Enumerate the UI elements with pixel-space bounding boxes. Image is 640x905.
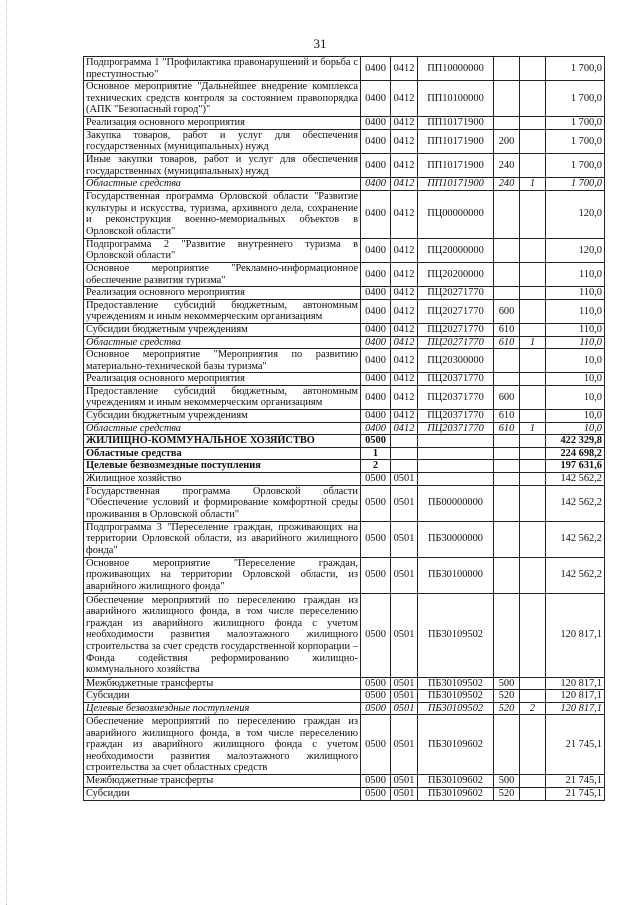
row-name-cell: Субсидии бюджетным учреждениям <box>84 323 361 336</box>
expense-type-cell: 240 <box>494 153 520 177</box>
row-name-cell: Обеспечение мероприятий по переселению граждан из аварийного жилищного фонда, в том числе переселению граждан из аварийного жилищного фонда с учетом необходимости развития малоэтажного жилищного строительства за счет областных средств <box>84 715 361 775</box>
target-article-cell: ПБ00000000 <box>418 485 494 521</box>
funding-source-cell <box>520 521 546 557</box>
target-article-cell: ПЦ20271770 <box>418 336 494 349</box>
target-article-cell: ПБ30000000 <box>418 521 494 557</box>
row-name-cell: Подпрограмма 1 "Профилактика правонарушений и борьба с преступностью" <box>84 57 361 81</box>
funding-source-cell <box>520 788 546 801</box>
section-code-cell: 0400 <box>361 57 391 81</box>
target-article-cell: ПБ30109602 <box>418 715 494 775</box>
row-name-cell: ЖИЛИЩНО-КОММУНАЛЬНОЕ ХОЗЯЙСТВО <box>84 435 361 448</box>
table-row <box>84 373 605 386</box>
section-code-cell: 0500 <box>361 788 391 801</box>
funding-source-cell <box>520 238 546 262</box>
expense-type-cell <box>494 447 520 460</box>
row-name-cell: Закупка товаров, работ и услуг для обеспечения государственных (муниципальных) нужд <box>84 129 361 153</box>
row-name-cell: Подпрограмма 3 "Переселение граждан, проживающих на территории Орловской области, из аварийного жилищного фонда" <box>84 521 361 557</box>
section-code-cell: 0400 <box>361 262 391 286</box>
target-article-cell: ПЦ20271770 <box>418 299 494 323</box>
subsection-code-cell: 0412 <box>391 238 418 262</box>
subsection-code-cell: 0501 <box>391 593 418 677</box>
section-code-cell: 0400 <box>361 238 391 262</box>
target-article-cell: ПЦ20371770 <box>418 422 494 435</box>
row-name-cell: Государственная программа Орловской области "Развитие культуры и искусства, туризма, архивного дела, сохранение и реконструкция военно-мемориальных объектов в Орловской области" <box>84 190 361 238</box>
row-name-cell: Государственная программа Орловской области "Обеспечение условий и формирование комфортной среды проживания в Орловской области" <box>84 485 361 521</box>
amount-cell: 10,0 <box>546 385 605 409</box>
section-code-cell: 0500 <box>361 677 391 690</box>
row-name-cell: Основное мероприятие "Мероприятия по развитию материально-технической базы туризма" <box>84 349 361 373</box>
table-row <box>84 178 605 191</box>
section-code-cell: 0400 <box>361 373 391 386</box>
row-name-cell: Межбюджетные трансферты <box>84 775 361 788</box>
subsection-code-cell: 0501 <box>391 473 418 486</box>
section-code-cell: 0400 <box>361 153 391 177</box>
row-name-cell: Основное мероприятие "Рекламно-информационное обеспечение развития туризма" <box>84 262 361 286</box>
target-article-cell: ПП10000000 <box>418 57 494 81</box>
amount-cell: 10,0 <box>546 349 605 373</box>
expense-type-cell <box>494 485 520 521</box>
target-article-cell <box>418 435 494 448</box>
table-row <box>84 129 605 153</box>
funding-source-cell: 1 <box>520 422 546 435</box>
expense-type-cell: 520 <box>494 690 520 703</box>
section-code-cell: 0500 <box>361 593 391 677</box>
funding-source-cell: 1 <box>520 178 546 191</box>
subsection-code-cell: 0412 <box>391 129 418 153</box>
expense-type-cell: 610 <box>494 323 520 336</box>
table-row <box>84 117 605 130</box>
expense-type-cell <box>494 238 520 262</box>
funding-source-cell <box>520 473 546 486</box>
amount-cell: 21 745,1 <box>546 715 605 775</box>
table-row <box>84 473 605 486</box>
row-name-cell: Целевые безвозмездные поступления <box>84 460 361 473</box>
funding-source-cell <box>520 557 546 593</box>
section-code-cell: 0400 <box>361 129 391 153</box>
target-article-cell: ПЦ20371770 <box>418 373 494 386</box>
expense-type-cell: 200 <box>494 129 520 153</box>
row-name-cell: Обеспечение мероприятий по переселению граждан из аварийного жилищного фонда, в том числе переселению граждан из аварийного жилищного фонда с учетом необходимости развития малоэтажного жилищного строительства за счет средств государственной корпорации – Фонда содействия реформированию жилищно-коммунального хозяйства <box>84 593 361 677</box>
subsection-code-cell: 0501 <box>391 677 418 690</box>
row-name-cell: Субсидии <box>84 690 361 703</box>
funding-source-cell <box>520 153 546 177</box>
subsection-code-cell: 0412 <box>391 57 418 81</box>
expense-type-cell: 600 <box>494 385 520 409</box>
subsection-code-cell: 0412 <box>391 385 418 409</box>
table-row <box>84 323 605 336</box>
expense-type-cell <box>494 262 520 286</box>
funding-source-cell <box>520 349 546 373</box>
expense-type-cell <box>494 190 520 238</box>
section-code-cell: 0500 <box>361 690 391 703</box>
subsection-code-cell: 0412 <box>391 349 418 373</box>
table-row <box>84 677 605 690</box>
amount-cell: 110,0 <box>546 336 605 349</box>
target-article-cell: ПЦ00000000 <box>418 190 494 238</box>
target-article-cell: ПП10171900 <box>418 178 494 191</box>
amount-cell: 10,0 <box>546 410 605 423</box>
funding-source-cell <box>520 775 546 788</box>
funding-source-cell <box>520 190 546 238</box>
subsection-code-cell: 0412 <box>391 117 418 130</box>
row-name-cell: Предоставление субсидий бюджетным, автономным учреждениям и иным некоммерческим организациям <box>84 299 361 323</box>
target-article-cell: ПЦ20271770 <box>418 287 494 300</box>
funding-source-cell <box>520 287 546 300</box>
target-article-cell: ПЦ20300000 <box>418 349 494 373</box>
table-row <box>84 460 605 473</box>
target-article-cell <box>418 447 494 460</box>
table-row <box>84 57 605 81</box>
page-number: 31 <box>313 36 327 51</box>
expense-type-cell <box>494 521 520 557</box>
table-row <box>84 153 605 177</box>
target-article-cell: ПЦ20200000 <box>418 262 494 286</box>
table-row <box>84 299 605 323</box>
row-name-cell: Областные средства <box>84 178 361 191</box>
table-row <box>84 410 605 423</box>
table-row <box>84 336 605 349</box>
section-code-cell: 0500 <box>361 702 391 715</box>
funding-source-cell <box>520 447 546 460</box>
subsection-code-cell: 0412 <box>391 81 418 117</box>
target-article-cell: ПЦ20371770 <box>418 410 494 423</box>
subsection-code-cell: 0412 <box>391 287 418 300</box>
table-row <box>84 349 605 373</box>
amount-cell: 142 562,2 <box>546 557 605 593</box>
target-article-cell: ПЦ20271770 <box>418 323 494 336</box>
amount-cell: 120 817,1 <box>546 677 605 690</box>
funding-source-cell: 1 <box>520 336 546 349</box>
funding-source-cell <box>520 323 546 336</box>
row-name-cell: Субсидии бюджетным учреждениям <box>84 410 361 423</box>
section-code-cell: 0400 <box>361 410 391 423</box>
section-code-cell: 0500 <box>361 435 391 448</box>
expense-type-cell <box>494 557 520 593</box>
expense-type-cell <box>494 593 520 677</box>
funding-source-cell <box>520 262 546 286</box>
target-article-cell: ПБ30109602 <box>418 788 494 801</box>
row-name-cell: Областные средства <box>84 422 361 435</box>
table-row <box>84 287 605 300</box>
target-article-cell: ПП10171900 <box>418 129 494 153</box>
amount-cell: 1 700,0 <box>546 81 605 117</box>
target-article-cell: ПБ30109602 <box>418 775 494 788</box>
subsection-code-cell <box>391 460 418 473</box>
table-row <box>84 81 605 117</box>
expense-type-cell: 240 <box>494 178 520 191</box>
section-code-cell: 0500 <box>361 557 391 593</box>
section-code-cell: 1 <box>361 447 391 460</box>
expense-type-cell <box>494 117 520 130</box>
amount-cell: 10,0 <box>546 422 605 435</box>
expense-type-cell: 610 <box>494 410 520 423</box>
row-name-cell: Реализация основного мероприятия <box>84 117 361 130</box>
table-row <box>84 715 605 775</box>
amount-cell: 142 562,2 <box>546 473 605 486</box>
table-row <box>84 238 605 262</box>
subsection-code-cell: 0412 <box>391 190 418 238</box>
amount-cell: 21 745,1 <box>546 775 605 788</box>
funding-source-cell <box>520 129 546 153</box>
section-code-cell: 0500 <box>361 485 391 521</box>
amount-cell: 21 745,1 <box>546 788 605 801</box>
funding-source-cell <box>520 385 546 409</box>
subsection-code-cell: 0501 <box>391 690 418 703</box>
expense-type-cell <box>494 57 520 81</box>
expense-type-cell <box>494 373 520 386</box>
target-article-cell: ПБ30109502 <box>418 702 494 715</box>
expense-type-cell: 600 <box>494 299 520 323</box>
funding-source-cell <box>520 690 546 703</box>
row-name-cell: Иные закупки товаров, работ и услуг для обеспечения государственных (муниципальных) нужд <box>84 153 361 177</box>
amount-cell: 142 562,2 <box>546 521 605 557</box>
funding-source-cell <box>520 373 546 386</box>
row-name-cell: Жилищное хозяйство <box>84 473 361 486</box>
row-name-cell: Целевые безвозмездные поступления <box>84 702 361 715</box>
table-row <box>84 521 605 557</box>
subsection-code-cell: 0412 <box>391 178 418 191</box>
amount-cell: 1 700,0 <box>546 129 605 153</box>
table-row <box>84 262 605 286</box>
amount-cell: 120,0 <box>546 238 605 262</box>
amount-cell: 110,0 <box>546 262 605 286</box>
expense-type-cell: 500 <box>494 775 520 788</box>
subsection-code-cell <box>391 447 418 460</box>
amount-cell: 1 700,0 <box>546 178 605 191</box>
funding-source-cell: 2 <box>520 702 546 715</box>
amount-cell: 120 817,1 <box>546 702 605 715</box>
subsection-code-cell: 0412 <box>391 422 418 435</box>
table-row <box>84 775 605 788</box>
section-code-cell: 0500 <box>361 521 391 557</box>
expense-type-cell <box>494 435 520 448</box>
row-name-cell: Межбюджетные трансферты <box>84 677 361 690</box>
row-name-cell: Реализация основного мероприятия <box>84 373 361 386</box>
expense-type-cell <box>494 349 520 373</box>
table-row <box>84 447 605 460</box>
row-name-cell: Предоставление субсидий бюджетным, автономным учреждениям и иным некоммерческим организациям <box>84 385 361 409</box>
expense-type-cell <box>494 715 520 775</box>
funding-source-cell <box>520 410 546 423</box>
funding-source-cell <box>520 81 546 117</box>
section-code-cell: 0400 <box>361 336 391 349</box>
expense-type-cell <box>494 287 520 300</box>
expense-type-cell <box>494 460 520 473</box>
binding-margin-line <box>6 0 8 905</box>
subsection-code-cell <box>391 435 418 448</box>
subsection-code-cell: 0501 <box>391 485 418 521</box>
amount-cell: 142 562,2 <box>546 485 605 521</box>
target-article-cell: ПБ30100000 <box>418 557 494 593</box>
target-article-cell: ПБ30109502 <box>418 593 494 677</box>
funding-source-cell <box>520 57 546 81</box>
table-row <box>84 690 605 703</box>
amount-cell: 120,0 <box>546 190 605 238</box>
table-row <box>84 385 605 409</box>
amount-cell: 120 817,1 <box>546 593 605 677</box>
funding-source-cell <box>520 593 546 677</box>
subsection-code-cell: 0501 <box>391 521 418 557</box>
target-article-cell: ПП10100000 <box>418 81 494 117</box>
funding-source-cell <box>520 299 546 323</box>
section-code-cell: 0400 <box>361 323 391 336</box>
section-code-cell: 0400 <box>361 178 391 191</box>
expense-type-cell: 500 <box>494 677 520 690</box>
section-code-cell: 0400 <box>361 385 391 409</box>
amount-cell: 1 700,0 <box>546 117 605 130</box>
expense-type-cell: 610 <box>494 336 520 349</box>
expense-type-cell: 610 <box>494 422 520 435</box>
table-row <box>84 422 605 435</box>
section-code-cell: 0400 <box>361 190 391 238</box>
section-code-cell: 0400 <box>361 117 391 130</box>
expense-type-cell: 520 <box>494 702 520 715</box>
amount-cell: 1 700,0 <box>546 57 605 81</box>
target-article-cell: ПП10171900 <box>418 117 494 130</box>
subsection-code-cell: 0412 <box>391 373 418 386</box>
subsection-code-cell: 0412 <box>391 299 418 323</box>
funding-source-cell <box>520 677 546 690</box>
expense-type-cell <box>494 81 520 117</box>
row-name-cell: Основное мероприятие "Дальнейшее внедрение комплекса технических средств контроля за состоянием правопорядка (АПК "Безопасный город")" <box>84 81 361 117</box>
table-row <box>84 557 605 593</box>
section-code-cell: 0500 <box>361 473 391 486</box>
table-row <box>84 788 605 801</box>
amount-cell: 224 698,2 <box>546 447 605 460</box>
funding-source-cell <box>520 460 546 473</box>
table-row <box>84 593 605 677</box>
table-row <box>84 435 605 448</box>
subsection-code-cell: 0412 <box>391 336 418 349</box>
section-code-cell: 2 <box>361 460 391 473</box>
expense-type-cell <box>494 473 520 486</box>
target-article-cell <box>418 473 494 486</box>
target-article-cell: ПЦ20371770 <box>418 385 494 409</box>
amount-cell: 1 700,0 <box>546 153 605 177</box>
funding-source-cell <box>520 117 546 130</box>
funding-source-cell <box>520 435 546 448</box>
amount-cell: 10,0 <box>546 373 605 386</box>
budget-table-body <box>84 57 605 801</box>
amount-cell: 197 631,6 <box>546 460 605 473</box>
subsection-code-cell: 0412 <box>391 153 418 177</box>
section-code-cell: 0400 <box>361 81 391 117</box>
funding-source-cell <box>520 485 546 521</box>
subsection-code-cell: 0501 <box>391 715 418 775</box>
subsection-code-cell: 0501 <box>391 557 418 593</box>
section-code-cell: 0400 <box>361 299 391 323</box>
funding-source-cell <box>520 715 546 775</box>
amount-cell: 120 817,1 <box>546 690 605 703</box>
section-code-cell: 0500 <box>361 715 391 775</box>
section-code-cell: 0400 <box>361 349 391 373</box>
row-name-cell: Основное мероприятие "Переселение граждан, проживающих на территории Орловской области, из аварийного жилищного фонда" <box>84 557 361 593</box>
row-name-cell: Субсидии <box>84 788 361 801</box>
table-row <box>84 190 605 238</box>
section-code-cell: 0400 <box>361 287 391 300</box>
row-name-cell: Областные средства <box>84 447 361 460</box>
row-name-cell: Областные средства <box>84 336 361 349</box>
table-row <box>84 702 605 715</box>
amount-cell: 110,0 <box>546 323 605 336</box>
section-code-cell: 0400 <box>361 422 391 435</box>
target-article-cell: ПБ30109502 <box>418 677 494 690</box>
subsection-code-cell: 0501 <box>391 788 418 801</box>
row-name-cell: Подпрограмма 2 "Развитие внутреннего туризма в Орловской области" <box>84 238 361 262</box>
budget-table <box>83 56 605 801</box>
table-row <box>84 485 605 521</box>
target-article-cell <box>418 460 494 473</box>
amount-cell: 110,0 <box>546 299 605 323</box>
subsection-code-cell: 0412 <box>391 410 418 423</box>
section-code-cell: 0500 <box>361 775 391 788</box>
subsection-code-cell: 0501 <box>391 702 418 715</box>
subsection-code-cell: 0412 <box>391 323 418 336</box>
subsection-code-cell: 0501 <box>391 775 418 788</box>
target-article-cell: ПП10171900 <box>418 153 494 177</box>
target-article-cell: ПЦ20000000 <box>418 238 494 262</box>
subsection-code-cell: 0412 <box>391 262 418 286</box>
target-article-cell: ПБ30109502 <box>418 690 494 703</box>
amount-cell: 110,0 <box>546 287 605 300</box>
expense-type-cell: 520 <box>494 788 520 801</box>
row-name-cell: Реализация основного мероприятия <box>84 287 361 300</box>
amount-cell: 422 329,8 <box>546 435 605 448</box>
